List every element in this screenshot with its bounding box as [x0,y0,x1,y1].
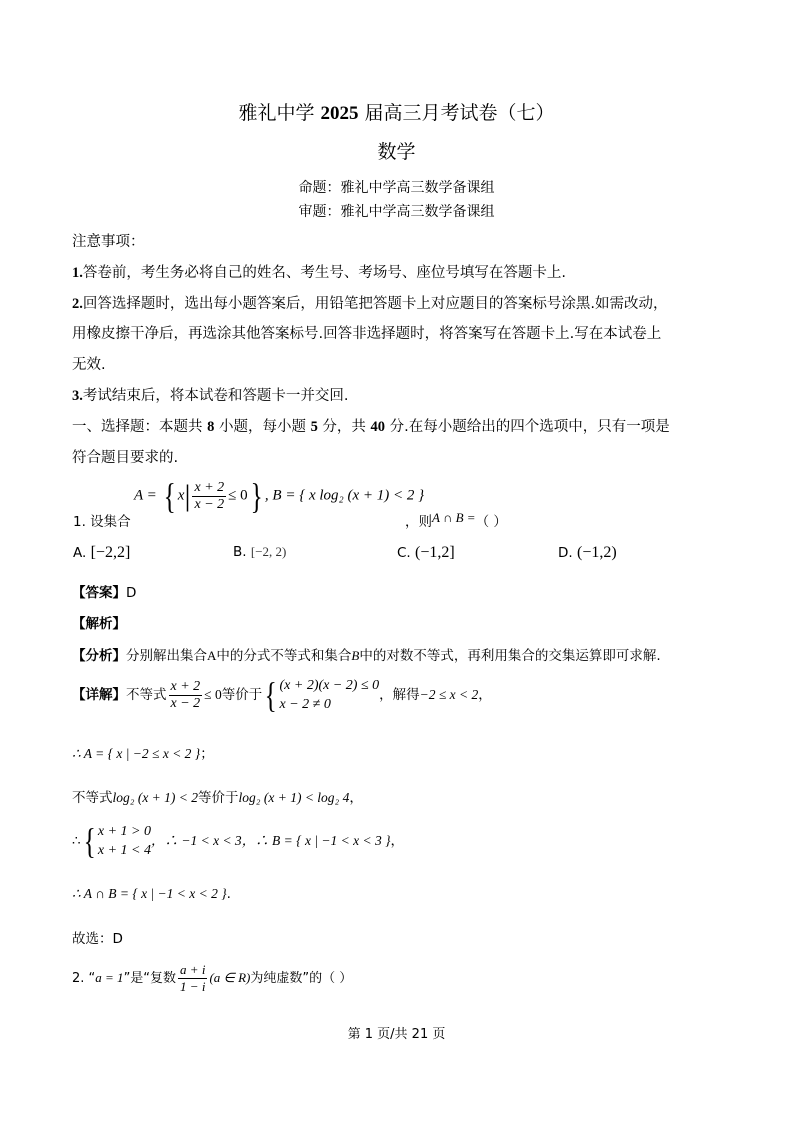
q1-analysis-tag: 【解析】 [72,616,126,632]
q1-option-b[interactable]: B. [−2, 2) [233,544,287,560]
q1-fraction: $\frac{x + 2}{x - 2}$ [194,479,225,512]
q1-log-step: 不等式log₂ (x + 1) < 2等价于log₂ (x + 1) < log₂ 4， [72,790,363,806]
q1-choose: 故选：D [72,931,123,947]
exam-title: 雅礼中学 2025 届高三月考试卷（七） [238,102,555,124]
q1-step-set-a: ∴ A = { x | −2 ≤ x < 2 }； [72,746,214,762]
notice-item-2-line-2: 用橡皮擦干净后，再选涂其他答案标号.回答非选择题时，将答案写在答题卡上.写在本试卷上 [72,326,662,342]
notice-heading: 注意事项： [72,234,145,250]
section-heading: 一、选择题：本题共 8 小题，每小题 5 分，共 40 分.在每小题给出的四个选项中，只有一项是 [72,419,670,435]
q1-number: 1. 设集合 [73,514,131,530]
q1-fenxi: 【分析】分别解出集合A中的分式不等式和集合B中的对数不等式，再利用集合的交集运算即可求解. [72,648,661,664]
reviewer-line: 审题：雅礼中学高三数学备课组 [298,204,495,220]
notice-item-2-line-3: 无效. [72,357,106,373]
q1-xiangjie: 【详解】不等式 $\frac{x + 2}{x - 2}$ ≤ 0等价于{ (x + 2)(x − 2) ≤ 0 x − 2 ≠ 0 ，解得−2 ≤ x < 2， [72,675,492,715]
subject-title: 数学 [377,141,416,163]
q1-set-definition: A = { x| $\frac{x + 2}{x - 2}$ ≤ 0} , B = { x log₂ (x + 1) < 2 } [134,476,425,516]
q2-stem: 2. “a = 1”是“复数 $\frac{a + i}{1 - i}$ (a ∈ R)为纯虚数”的（ ） [72,962,353,994]
q1-option-a[interactable]: A. [−2,2] [73,544,131,561]
notice-item-1: 1.答卷前，考生务必将自己的姓名、考生号、考场号、座位号填写在答题卡上. [72,265,566,281]
q1-intersection: ∴ A ∩ B = { x | −1 < x < 2 }. [72,886,231,902]
q1-option-c[interactable]: C. (−1,2] [397,544,455,561]
notice-item-3: 3.考试结束后，将本试卷和答题卡一并交回. [72,388,349,404]
q1-answer: 【答案】D [72,585,137,601]
q1-option-d[interactable]: D. (−1,2) [558,544,617,561]
q1-system-step: ∴{ x + 1 > 0 x + 1 < 4 ，∴ −1 < x < 3，∴ B = { x | −1 < x < 3 }， [72,821,404,861]
author-line: 命题：雅礼中学高三数学备课组 [298,180,495,196]
section-heading-line-2: 符合题目要求的. [72,450,179,466]
page-number: 第 1 页/共 21 页 [347,1027,446,1042]
notice-item-2: 2.回答选择题时，选出每小题答案后，用铅笔把答题卡上对应题目的答案标号涂黑.如需改动， [72,296,668,312]
q1-tail: ，则A ∩ B =（ ） [405,510,507,530]
